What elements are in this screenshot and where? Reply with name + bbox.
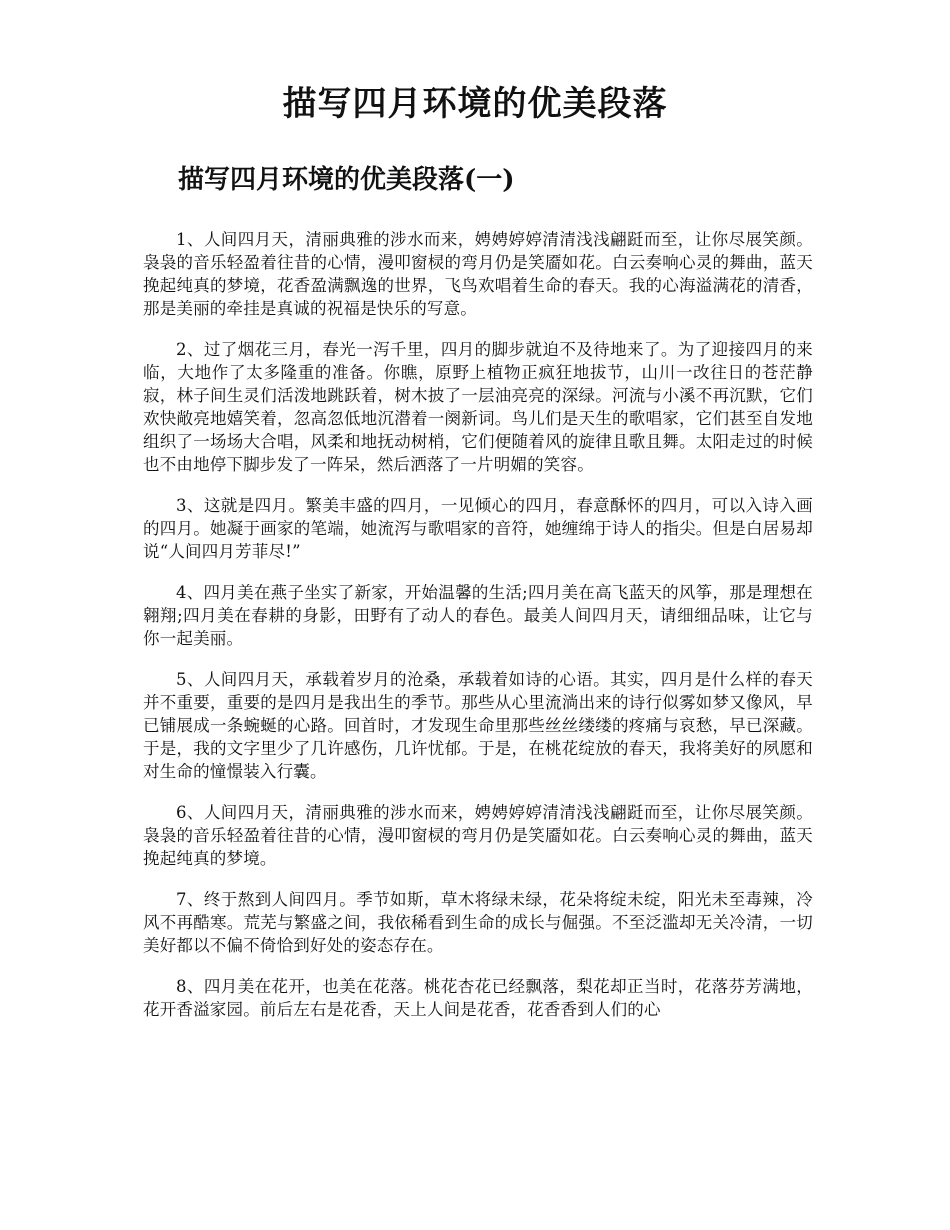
paragraph-3: 3、这就是四月。繁美丰盛的四月，一见倾心的四月，春意酥怀的四月，可以入诗入画的四月。她凝于画家的笔端，她流泻与歌唱家的音符，她缠绵于诗人的指尖。但是白居易却说“人间四月芳菲尽!” [143, 496, 813, 561]
paragraph-6: 6、人间四月天，清丽典雅的涉水而来，娉娉婷婷清清浅浅翩跹而至，让你尽展笑颜。袅袅的音乐轻盈着往昔的心情，漫叩窗棂的弯月仍是笑靥如花。白云奏响心灵的舞曲，蓝天挽起纯真的梦境。 [143, 803, 813, 868]
paragraph-8: 8、四月美在花开，也美在花落。桃花杏花已经飘落，梨花却正当时，花落芬芳满地，花开香溢家园。前后左右是花香，天上人间是花香，花香香到人们的心 [143, 977, 813, 1019]
paragraph-2: 2、过了烟花三月，春光一泻千里，四月的脚步就迫不及待地来了。为了迎接四月的来临，大地作了太多隆重的准备。你瞧，原野上植物正疯狂地拔节，山川一改往日的苍茫静寂，林子间生灵们活泼地跳跃着，树木披了一层油亮亮的深绿。河流与小溪不再沉默，它们欢快敞亮地嬉笑着，忽高忽低地沉潜着一阕新词。鸟儿们是天生的歌唱家，它们甚至自发地组织了一场场大合唱，风柔和地抚动树梢，它们便随着风的旋律且歌且舞。太阳走过的时候也不由地停下脚步发了一阵呆，然后洒落了一片明媚的笑容。 [143, 340, 813, 474]
paragraph-4: 4、四月美在燕子坐实了新家，开始温馨的生活;四月美在高飞蓝天的风筝，那是理想在翱翔;四月美在春耕的身影，田野有了动人的春色。最美人间四月天，请细细品味，让它与你一起美丽。 [143, 583, 813, 648]
section-heading: 描写四月环境的优美段落(一) [178, 165, 515, 195]
document-title: 描写四月环境的优美段落 [282, 84, 668, 124]
paragraph-7: 7、终于熬到人间四月。季节如斯，草木将绿未绿，花朵将绽未绽，阳光未至毒辣，冷风不再酷寒。荒芜与繁盛之间，我依稀看到生命的成长与倔强。不至泛滥却无关冷清，一切美好都以不偏不倚恰到好处的姿态存在。 [143, 890, 813, 955]
body-text [143, 228, 813, 1039]
paragraph-1: 1、人间四月天，清丽典雅的涉水而来，娉娉婷婷清清浅浅翩跹而至，让你尽展笑颜。袅袅的音乐轻盈着往昔的心情，漫叩窗棂的弯月仍是笑靥如花。白云奏响心灵的舞曲，蓝天挽起纯真的梦境，花香盈满飘逸的世界，飞鸟欢唱着生命的春天。我的心海溢满花的清香，那是美丽的牵挂是真诚的祝福是快乐的写意。 [143, 230, 813, 318]
paragraph-5: 5、人间四月天，承载着岁月的沧桑，承载着如诗的心语。其实，四月是什么样的春天并不重要，重要的是四月是我出生的季节。那些从心里流淌出来的诗行似雾如梦又像风，早已铺展成一条蜿蜒的心路。回首时，才发现生命里那些丝丝缕缕的疼痛与哀愁，早已深藏。于是，我的文字里少了几许感伤，几许忧郁。于是，在桃花绽放的春天，我将美好的夙愿和对生命的憧憬装入行囊。 [143, 670, 813, 781]
